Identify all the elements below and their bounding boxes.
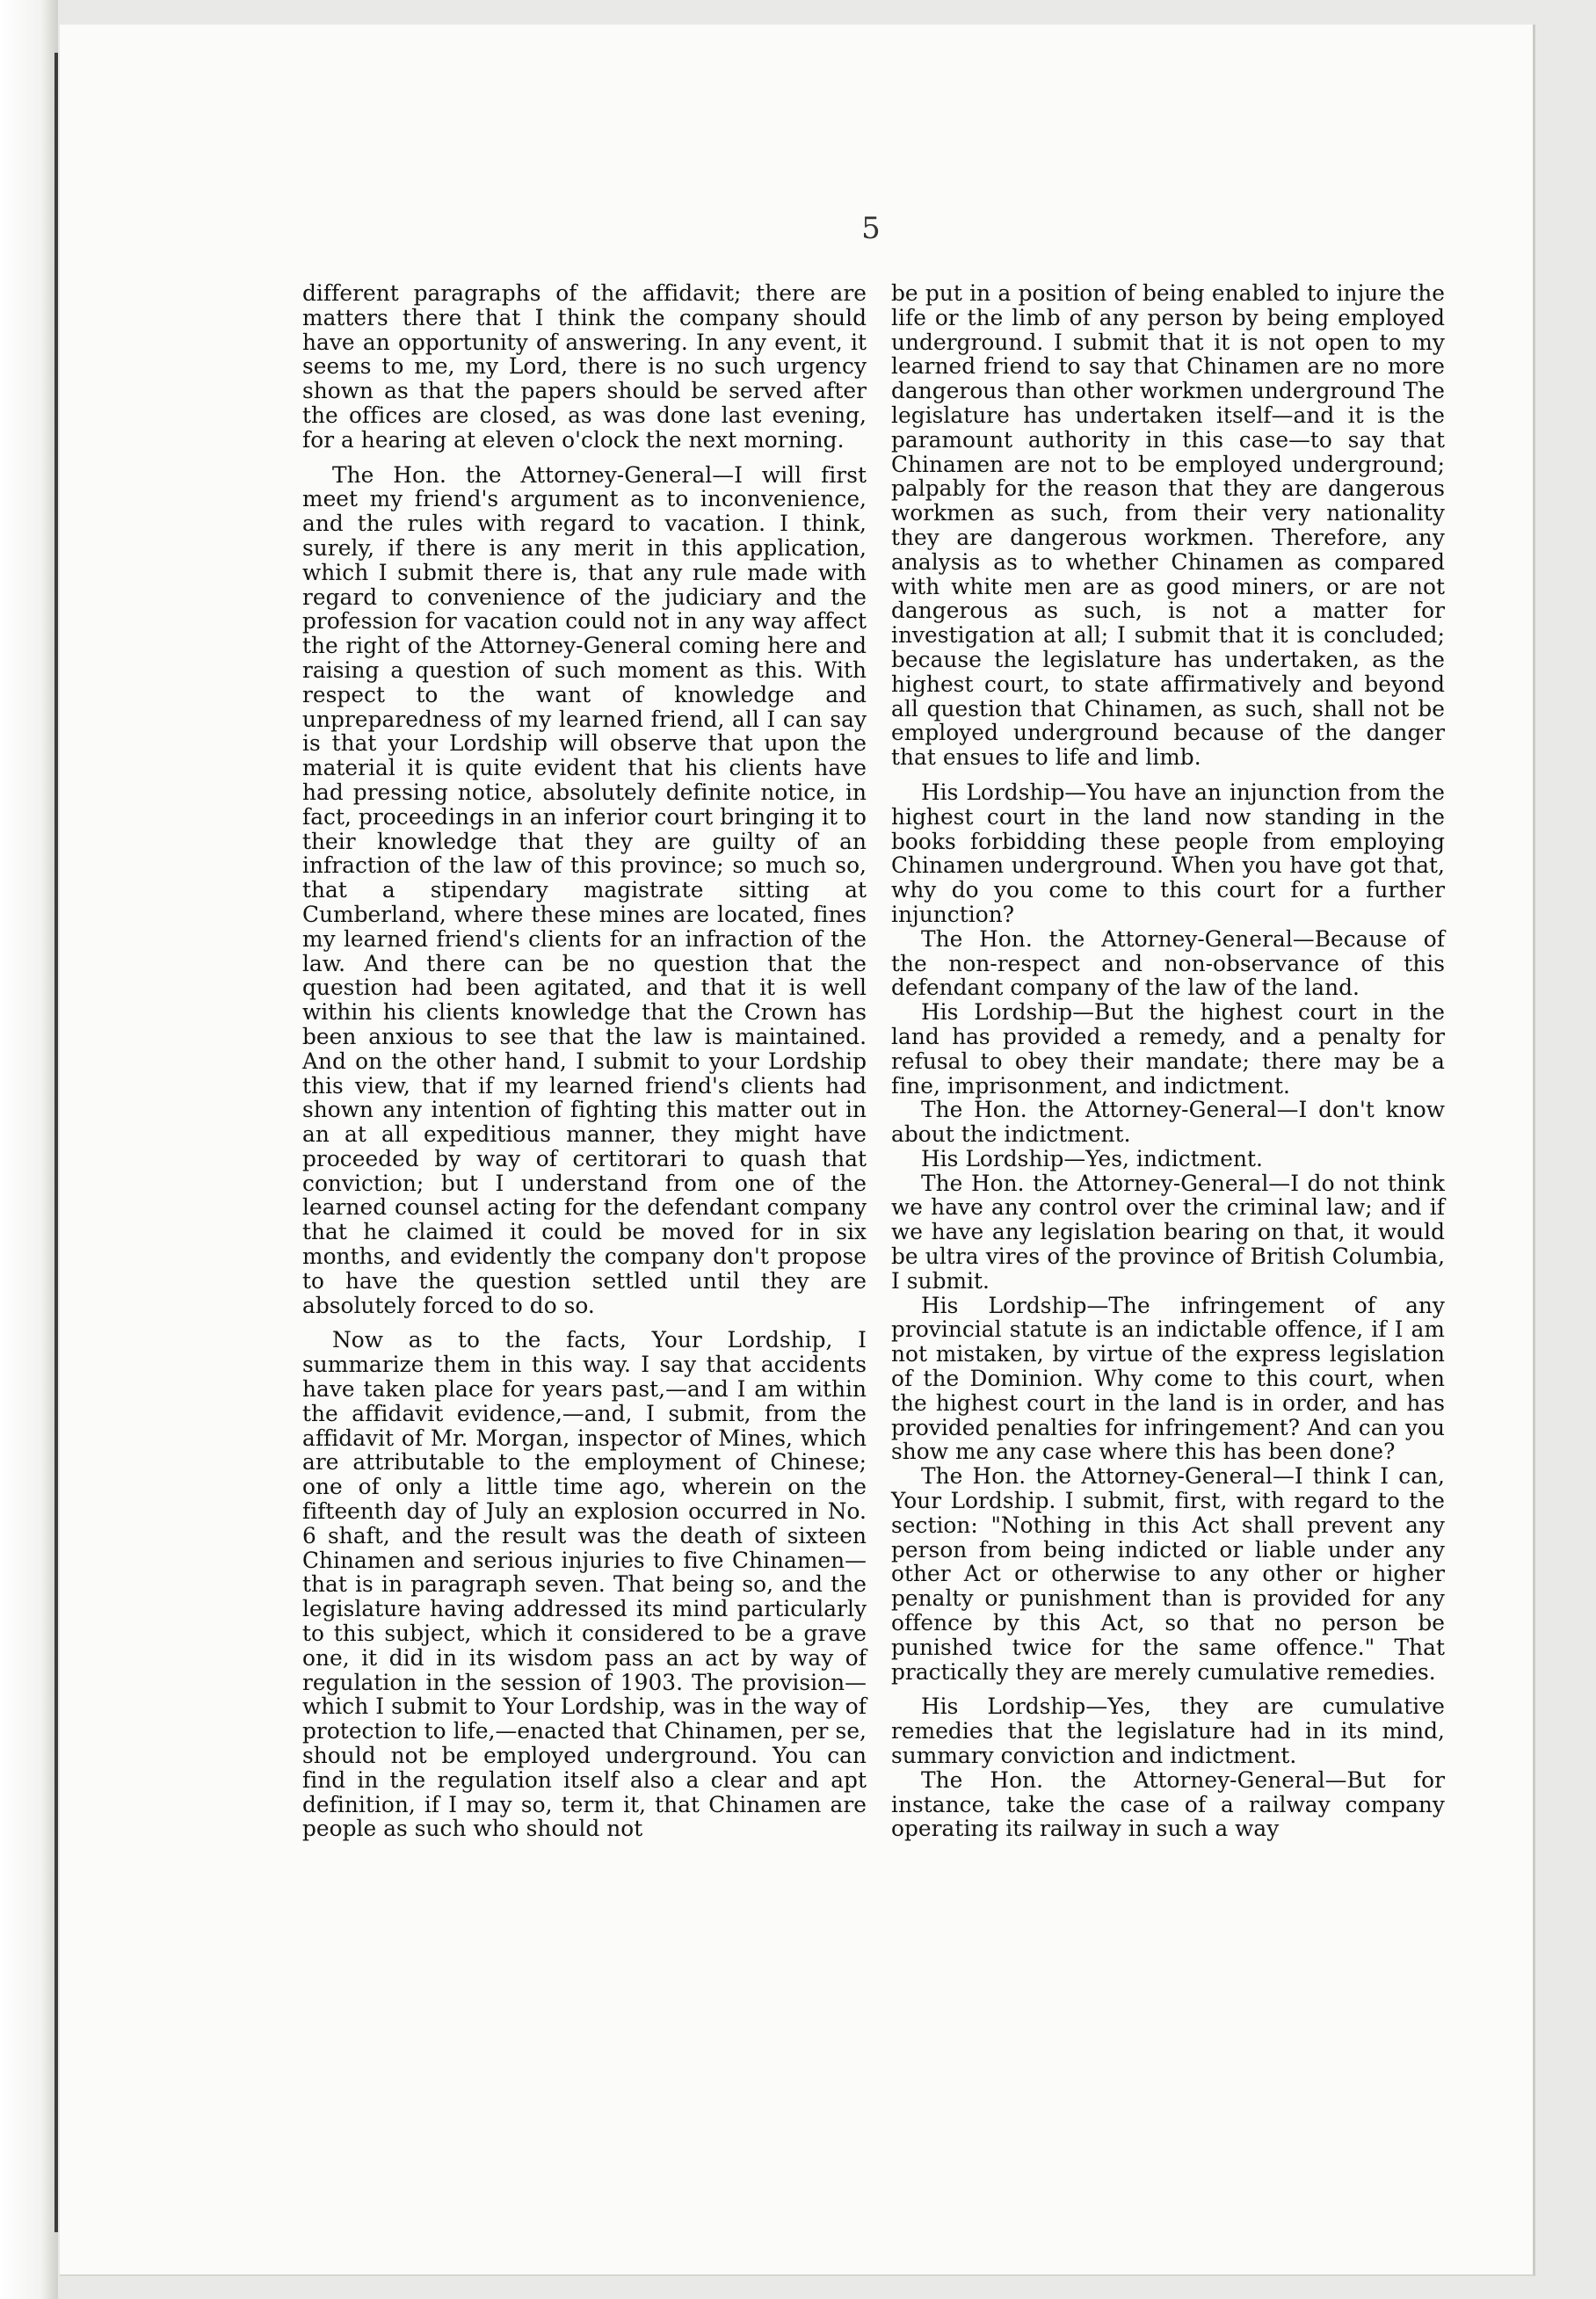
paragraph: be put in a position of being enabled to injure the life or the limb of any person by being employed underground. I submit that it is not open to my learned friend to say that Chinamen are no more dangerous than other workmen underground The legislature has undertaken itself—and it is the paramount authority in this case—to say that Chinamen are not to be employed underground; palpably for the reason that they are dangerous workmen as such, from their very nationality they are dangerous workmen. Therefore, any analysis as to whether Chinamen as compared with white men are as good miners, or are not dangerous as such, is not a matter for investigation at all; I submit that it is concluded; because the legislature has undertaken, as the highest court, to state affirmatively and beyond all question that Chinamen, as such, shall not be employed underground because of the danger that ensues to life and limb. bbox=[891, 280, 1445, 771]
paragraph: The Hon. the Attorney-General—I do not think we have any control over the criminal law; and if we have any legislation bearing on that, it would be ultra vires of the province of British Columbia, I submit. bbox=[891, 1170, 1445, 1294]
paragraph: different paragraphs of the affidavit; there are matters there that I think the company should have an opportunity of answering. In any event, it seems to me, my Lord, there is no such urgency shown as that the papers should be served after the offices are closed, as was done last evening, for a hearing at eleven o'clock the next morning. bbox=[302, 280, 867, 453]
binding-shadow-line bbox=[54, 53, 58, 2232]
paragraph: His Lordship—You have an injunction from the highest court in the land now standing in the books forbidding these people from employing Chinamen underground. When you have got that, why do you come to this court for a further injunction? bbox=[891, 779, 1445, 927]
paragraph: The Hon. the Attorney-General—But for instance, take the case of a railway company operating its railway in such a way bbox=[891, 1766, 1445, 1842]
right-text-column bbox=[891, 281, 1445, 1841]
paragraph: The Hon. the Attorney-General—Because of the non-respect and non-observance of this defendant company of the law of the land. bbox=[891, 925, 1445, 1001]
paragraph: His Lordship—Yes, they are cumulative remedies that the legislature had in its mind, summary conviction and indictment. bbox=[891, 1693, 1445, 1769]
paragraph: The Hon. the Attorney-General—I will first meet my friend's argument as to inconvenience, and the rules with regard to vacation. I think, surely, if there is any merit in this application, which I submit there is, that any rule made with regard to convenience of the judiciary and the profession for vacation could not in any way affect the right of the Attorney-General coming here and raising a question of such moment as this. With respect to the want of knowledge and unpreparedness of my learned friend, all I can say is that your Lordship will observe that upon the material it is quite evident that his clients have had pressing notice, absolutely definite notice, in fact, proceedings in an inferior court bringing it to their knowledge that they are guilty of an infraction of the law of this province; so much so, that a stipendary magistrate sitting at Cumberland, where these mines are located, fines my learned friend's clients for an infraction of the law. And there can be no question that the question had been agitated, and that it is well within his clients knowledge that the Crown has been anxious to see that the law is maintained. And on the other hand, I submit to your Lordship this view, that if my learned friend's clients had shown any intention of fighting this matter out in an at all expeditious manner, they might have proceeded by way of certitorari to quash that conviction; but I understand from one of the learned counsel acting for the defendant company that he claimed it could be moved for in six months, and evidently the company don't propose to have the question settled until they are absolutely forced to do so. bbox=[302, 461, 867, 1318]
paragraph: The Hon. the Attorney-General—I think I can, Your Lordship. I submit, first, with regard to the section: "Nothing in this Act shall prevent any person from being indicted or liable under any other Act or otherwise to any other or higher penalty or punishment than is provided for any offence by this Act, so that no person be punished twice for the same offence." That practically they are merely cumulative remedies. bbox=[891, 1463, 1445, 1685]
adjacent-page-edge bbox=[0, 0, 58, 2299]
paragraph: His Lordship—The infringement of any provincial statute is an indictable offence, if I am not mistaken, by virtue of the express legislation of the Dominion. Why come to this court, when the highest court in the land is in order, and has provided penalties for infringement? And can you show me any case where this has been done? bbox=[891, 1292, 1445, 1465]
paragraph: Now as to the facts, Your Lordship, I summarize them in this way. I say that accidents have taken place for years past,—and I am within the affidavit evidence,—and, I submit, from the affidavit of Mr. Morgan, inspector of Mines, which are attributable to the employment of Chinese; one of only a little time ago, wherein on the fifteenth day of July an explosion occurred in No. 6 shaft, and the result was the death of sixteen Chinamen and serious injuries to five Chinamen—that is in paragraph seven. That being so, and the legislature having addressed its mind particularly to this subject, which it considered to be a grave one, it did in its wisdom pass an act by way of regulation in the session of 1903. The provision—which I submit to Your Lordship, was in the way of protection to life,—enacted that Chinamen, per se, should not be employed underground. You can find in the regulation itself also a clear and apt definition, if I may so, term it, that Chinamen are people as such who should not bbox=[302, 1327, 867, 1842]
paragraph: His Lordship—But the highest court in the land has provided a remedy, and a penalty for refusal to obey their mandate; there may be a fine, imprisonment, and indictment. bbox=[891, 999, 1445, 1099]
left-text-column bbox=[302, 281, 867, 1841]
page-number: 5 bbox=[861, 211, 881, 246]
paragraph: His Lordship—Yes, indictment. bbox=[921, 1145, 1263, 1171]
document-page bbox=[60, 25, 1535, 2276]
paragraph: The Hon. the Attorney-General—I don't know about the indictment. bbox=[891, 1097, 1445, 1148]
